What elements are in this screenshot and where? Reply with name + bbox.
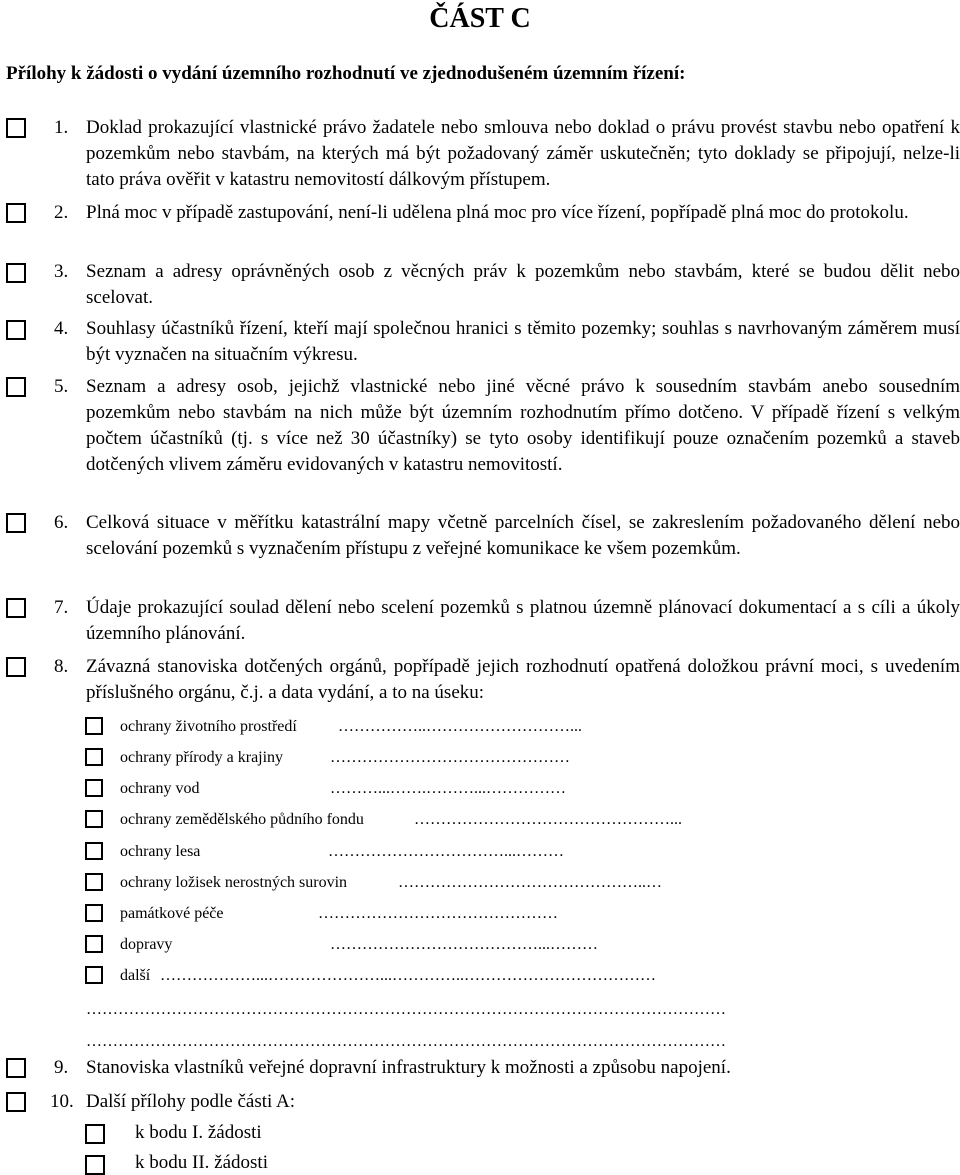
item-1-text: Doklad prokazující vlastnické právo žadatele nebo smlouva nebo doklad o právu provést stavbu nebo opatření k pozemkům nebo stavbám, na kterých má být požadovaný záměr uskutečněn; tyto doklady se připojují, nelze-li tato práva ověřit v katastru nemovitostí dálkovým přístupem. [86, 117, 960, 190]
section-agriculture-checkbox[interactable] [85, 810, 103, 828]
section-environment-checkbox[interactable] [85, 717, 103, 735]
section-heritage-checkbox[interactable] [85, 904, 103, 922]
item-6-text: Celková situace v měřítku katastrální mapy včetně parcelních čísel, se zakreslením požadovaného dělení nebo scelování pozemků s vyznačením přístupu z veřejné komunikace ke všem pozemkům. [86, 512, 960, 559]
section-water-label: ochrany vod [120, 780, 200, 797]
item-8-text: Závazná stanoviska dotčených orgánů, popřípadě jejich rozhodnutí opatřená doložkou právní moci, s uvedením příslušného orgánu, č.j. a data vydání, a to na úseku: [86, 656, 960, 703]
item-3-checkbox[interactable] [6, 263, 26, 283]
extra-fill-line-2[interactable]: ………………………………………………………………………………………………………… [86, 1033, 726, 1050]
section-agriculture-fill[interactable]: …………………………………………... [414, 811, 682, 828]
section-environment-label: ochrany životního prostředí [120, 718, 297, 735]
section-water-fill[interactable]: ………...…….………...…………… [330, 780, 566, 797]
item-3-text: Seznam a adresy oprávněných osob z věcných práv k pozemkům nebo stavbám, které se budou dělit nebo scelovat. [86, 261, 960, 308]
section-transport-label: dopravy [120, 936, 173, 953]
section-other-label: další [120, 967, 151, 984]
attachment-point-1-checkbox[interactable] [85, 1124, 105, 1144]
section-transport-checkbox[interactable] [85, 935, 103, 953]
section-other-checkbox[interactable] [85, 966, 103, 984]
item-6-number: 6. [54, 512, 69, 533]
item-6-checkbox[interactable] [6, 513, 26, 533]
attachment-point-2-checkbox[interactable] [85, 1155, 105, 1175]
item-4-text: Souhlasy účastníků řízení, kteří mají společnou hranici s těmito pozemky; souhlas s navrhovaným záměrem musí být vyznačen na situačním výkresu. [86, 318, 960, 365]
item-8-checkbox[interactable] [6, 657, 26, 677]
section-heritage-fill[interactable]: ……………………………………… [318, 905, 558, 922]
extra-fill-line-1[interactable]: ………………………………………………………………………………………………………… [86, 1001, 726, 1018]
section-environment-fill[interactable]: ……………..………………………... [338, 718, 582, 735]
section-forest-fill[interactable]: ……………………………...……… [328, 843, 564, 860]
item-9-number: 9. [54, 1057, 69, 1078]
item-2-checkbox[interactable] [6, 203, 26, 223]
item-9-checkbox[interactable] [6, 1058, 26, 1078]
item-5-number: 5. [54, 376, 69, 397]
section-nature-checkbox[interactable] [85, 748, 103, 766]
section-forest-label: ochrany lesa [120, 843, 201, 860]
section-transport-fill[interactable]: …………………………………...……… [330, 936, 598, 953]
item-10-number: 10. [50, 1091, 74, 1112]
item-2-text: Plná moc v případě zastupování, není-li udělena plná moc pro více řízení, popřípadě plná moc do protokolu. [86, 202, 909, 223]
item-3-number: 3. [54, 261, 69, 282]
item-4-checkbox[interactable] [6, 320, 26, 340]
item-5-text: Seznam a adresy osob, jejichž vlastnické nebo jiné věcné právo k sousedním stavbám anebo sousedním pozemkům nebo stavbám na nich může být územním rozhodnutím přímo dotčeno. V případě řízení s velkým počtem účastníků (tj. s více než 30 účastníky) se tyto osoby identifikují pouze označením pozemků a staveb dotčených vlivem záměru evidovaných v katastru nemovitostí. [86, 376, 960, 475]
attachment-point-2-label: k bodu II. žádosti [135, 1152, 268, 1173]
item-8-number: 8. [54, 656, 69, 677]
section-water-checkbox[interactable] [85, 779, 103, 797]
section-minerals-checkbox[interactable] [85, 873, 103, 891]
section-other-fill[interactable]: ………………...…………………...…………..……………………………… [160, 967, 656, 984]
item-1-checkbox[interactable] [6, 118, 26, 138]
section-minerals-fill[interactable]: ………………………………………..… [398, 874, 662, 891]
attachment-point-1-label: k bodu I. žádosti [135, 1122, 262, 1143]
page-subtitle: Přílohy k žádosti o vydání územního rozhodnutí ve zjednodušeném územním řízení: [6, 63, 686, 84]
item-9-text: Stanoviska vlastníků veřejné dopravní infrastruktury k možnosti a způsobu napojení. [86, 1057, 731, 1078]
item-5-checkbox[interactable] [6, 377, 26, 397]
section-nature-fill[interactable]: ……………………………………… [330, 749, 570, 766]
item-7-number: 7. [54, 597, 69, 618]
section-nature-label: ochrany přírody a krajiny [120, 749, 284, 766]
item-4-number: 4. [54, 318, 69, 339]
item-2-number: 2. [54, 202, 69, 223]
item-1-number: 1. [54, 117, 69, 138]
section-heritage-label: památkové péče [120, 905, 224, 922]
item-10-checkbox[interactable] [6, 1092, 26, 1112]
section-minerals-label: ochrany ložisek nerostných surovin [120, 874, 348, 891]
section-agriculture-label: ochrany zemědělského půdního fondu [120, 811, 364, 828]
item-7-checkbox[interactable] [6, 598, 26, 618]
item-7-text: Údaje prokazující soulad dělení nebo scelení pozemků s platnou územně plánovací dokumentací a s cíli a úkoly územního plánování. [86, 597, 960, 644]
page-title: ČÁST C [429, 3, 531, 34]
item-10-text: Další přílohy podle části A: [86, 1091, 295, 1112]
section-forest-checkbox[interactable] [85, 842, 103, 860]
